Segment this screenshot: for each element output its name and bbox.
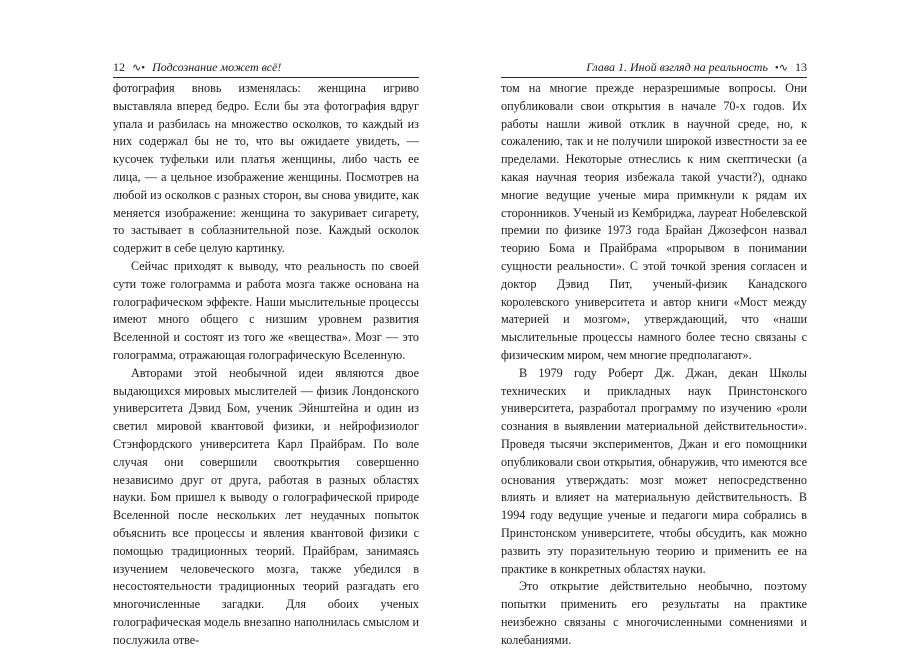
body-text-left bbox=[113, 80, 419, 650]
running-title-left: Подсознание может всё! bbox=[152, 60, 282, 74]
page-number-right: 13 bbox=[795, 60, 807, 74]
header-rule-right bbox=[501, 77, 807, 78]
header-rule-left bbox=[113, 77, 419, 78]
body-text-right bbox=[501, 80, 807, 650]
paragraph: фотография вновь изменялась: женщина игриво выставляла вперед бедро. Если бы эта фотография вдруг упала и разбилась на множество осколков, то каждый из них содержал бы не то, что вы ожидаете увидеть, — кусочек туфельки или платья женщины, либо часть ее лица, — а цельное изображение женщины. Посмотрев на любой из осколков с разных сторон, вы снова увидите, как меняется изображение: женщина то закуривает сигарету, то застывает в соблазнительной позе. Каждый осколок содержит в себе целую картинку. bbox=[113, 81, 419, 256]
running-head-left bbox=[113, 58, 419, 76]
curl-ornament-icon: ∿• bbox=[132, 62, 146, 74]
paragraph: Это открытие действительно необычно, поэтому попытки применить его результаты на практике неизбежно связаны с многочисленными сомнениями и колебаниями. bbox=[501, 579, 807, 647]
curl-ornament-icon: •∿ bbox=[774, 62, 788, 74]
running-head-right bbox=[501, 58, 807, 76]
running-title-right: Глава 1. Иной взгляд на реальность bbox=[586, 60, 768, 74]
paragraph: Авторами этой необычной идеи являются двое выдающихся мировых мыслителей — физик Лондонского университета Дэвид Бом, ученик Эйнштейна и один из светил мировой квантовой физики, и нейрофизиолог Стэнфордского университета Карл Прайбрам. По воле случая они совершили свооткрытия совершенно независимо друг от друга, работая в разных областях науки. Бом пришел к выводу о голографической природе Вселенной после нескольких лет неудачных попыток объяснить все процессы и явления квантовой физики с помощью традиционных теорий. Прайбрам, занимаясь изучением человеческого мозга, также убедился в несостоятельности традиционных теорий разгадать его многочисленные загадки. Для обоих ученых голографическая модель внезапно наполнилась смыслом и послужила отве- bbox=[113, 365, 419, 647]
paragraph: Сейчас приходят к выводу, что реальность по своей сути тоже голограмма и работа мозга также основана на голографическом эффекте. Наши мыслительные процессы имеют много общего с низшим уровнем развития Вселенной и состоят из того же «вещества». Мозг — это голограмма, отражающая голографическую Вселенную. bbox=[113, 258, 419, 362]
paragraph: том на многие прежде неразрешимые вопросы. Они опубликовали свои открытия в начале 70-х годов. Их работы нашли живой отклик в научной среде, но, к сожалению, так и не получили широкой известности за ее пределами. Некоторые отнеслись к ним скептически (а какая научная теория избежала такой участи?), однако многие ведущие ученые мира примкнули к рядам их сторонников. Ученый из Кембриджа, лауреат Нобелевской премии по физике 1973 года Брайан Джозефсон назвал теорию Бома и Прайбрама «прорывом в понимании сущности реальности». С этой точкой зрения согласен и доктор Дэвид Пит, ученый-физик Канадского королевского университета и автор книги «Мост между материей и мозгом», утверждающий, что «наши мыслительные процессы намного более тесно связаны с физическим миром, чем многие предполагают». bbox=[501, 81, 807, 362]
page-number-left: 12 bbox=[113, 60, 125, 74]
paragraph: В 1979 году Роберт Дж. Джан, декан Школы технических и прикладных наук Принстонского университета, разработал программу по изучению «роли сознания в выявлении материальной действительности». Проведя тысячи экспериментов, Джан и его помощники опубликовали свои открытия, обнаружив, что имеются все основания утверждать: мозг может непосредственно влиять и влияет на материальную действительность. В 1994 году ведущие ученые и педагоги мира собрались в Принстонском университете, чтобы обсудить, как можно развить эту поразительную теорию и применить ее на практике в конкретных областях науки. bbox=[501, 365, 807, 576]
